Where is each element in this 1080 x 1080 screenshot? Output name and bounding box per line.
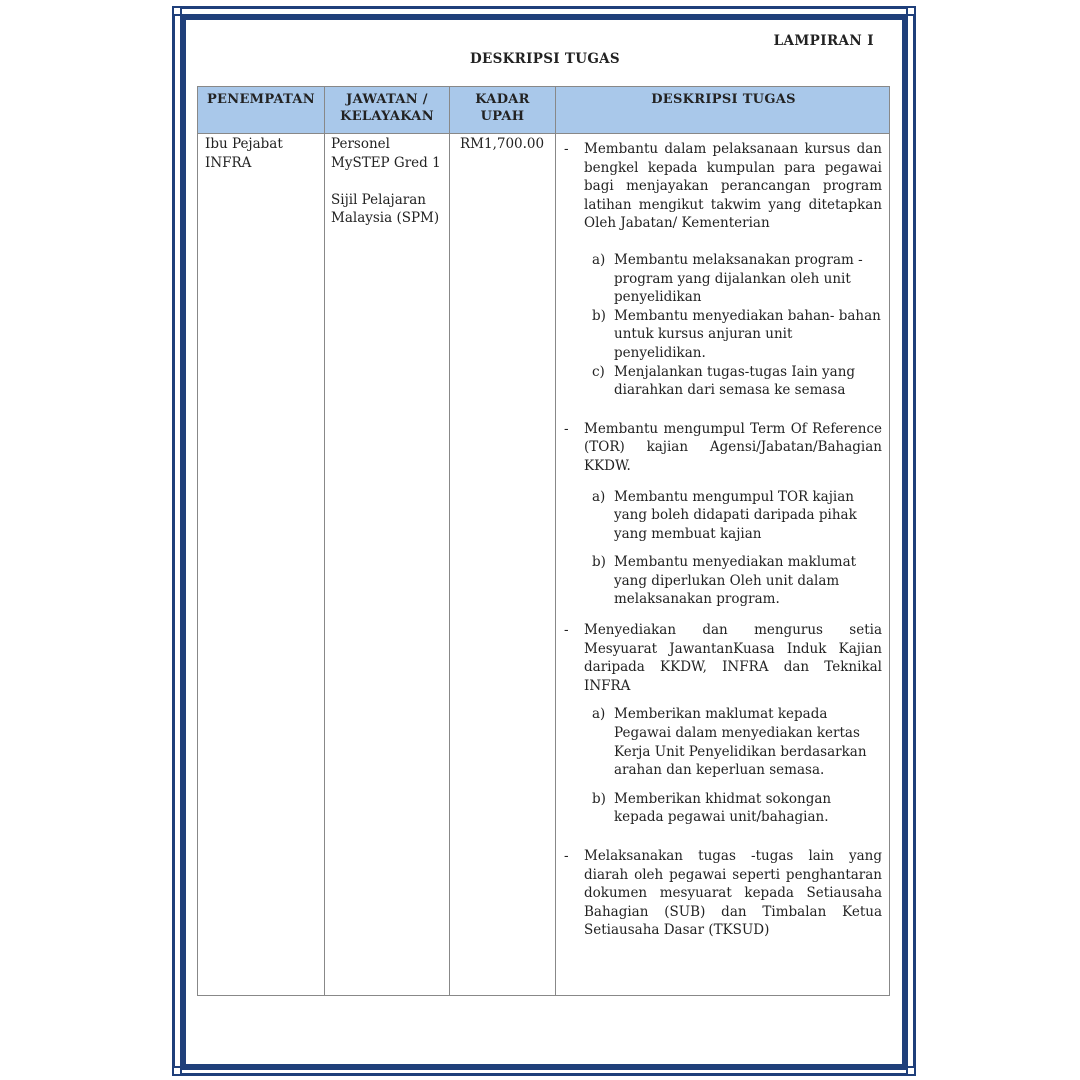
cell-penempatan: Ibu Pejabat INFRA xyxy=(205,136,283,171)
subtask-item: b) Memberikan khidmat sokongan kepada pegawai unit/bahagian. xyxy=(592,790,832,826)
subtask-list xyxy=(562,251,882,400)
task-item: - Melaksanakan tugas -tugas lain yang diarah oleh pegawai seperti penghantaran dokumen mesyuarat kepada Setiausaha Bahagian (SUB) dan Timbalan Ketua Setiausaha Dasar (TKSUD) xyxy=(564,848,882,939)
task-text: Menyediakan dan mengurus setia Mesyuarat JawantanKuasa Induk Kajian daripada KKDW, INFRA dan Teknikal INFRA xyxy=(584,622,882,694)
header-deskripsi: DESKRIPSI TUGAS xyxy=(651,92,796,107)
column-divider xyxy=(324,87,325,995)
task-text: Melaksanakan tugas -tugas lain yang diarah oleh pegawai seperti penghantaran dokumen mesyuarat kepada Setiausaha Bahagian (SUB) dan Timbalan Ketua Setiausaha Dasar (TKSUD) xyxy=(584,848,882,939)
border-corner-top-right xyxy=(906,6,916,16)
subtask-list xyxy=(562,705,882,827)
task-text: Membantu mengumpul Term Of Reference (TOR) kajian Agensi/Jabatan/Bahagian KKDW. xyxy=(584,420,882,474)
task-item: - Membantu mengumpul Term Of Reference (TOR) kajian Agensi/Jabatan/Bahagian KKDW. xyxy=(564,420,882,474)
subtask-list xyxy=(562,488,882,610)
header-kadar-upah: KADAR UPAH xyxy=(475,92,530,124)
task-text: Membantu dalam pelaksanaan kursus dan bengkel kepada kumpulan para pegawai bagi menjayakan perancangan program latihan mengikut takwim yang ditetapkan Oleh Jabatan/ Kementerian xyxy=(584,141,882,232)
cell-deskripsi xyxy=(562,134,882,940)
subtask-item: a) Memberikan maklumat kepada Pegawai dalam menyediakan kertas Kerja Unit Penyelidikan berdasarkan arahan dan keperluan semasa. xyxy=(592,706,867,779)
header-penempatan: PENEMPATAN xyxy=(206,92,315,107)
document-title: DESKRIPSI TUGAS xyxy=(469,51,620,67)
subtask-item: a) Membantu mengumpul TOR kajian yang boleh didapati daripada pihak yang membuat kajian xyxy=(592,488,857,542)
border-corner-bottom-left xyxy=(172,1066,182,1076)
table-header xyxy=(198,87,889,134)
subtask-item: b) Membantu menyediakan maklumat yang diperlukan Oleh unit dalam melaksanakan program. xyxy=(592,554,857,608)
header-jawatan: JAWATAN / KELAYAKAN xyxy=(340,92,434,124)
lampiran-label: LAMPIRAN I xyxy=(773,33,874,49)
border-corner-top-left xyxy=(172,6,182,16)
duty-table xyxy=(197,86,890,996)
column-divider xyxy=(449,87,450,995)
subtask-item: a) Membantu melaksanakan program - program yang dijalankan oleh unit penyelidikan xyxy=(592,251,863,306)
column-divider xyxy=(555,87,556,995)
task-item: - Membantu dalam pelaksanaan kursus dan bengkel kepada kumpulan para pegawai bagi menjayakan perancangan program latihan mengikut takwim yang ditetapkan Oleh Jabatan/ Kementerian xyxy=(564,141,882,232)
subtask-item: b) Membantu menyediakan bahan- bahan untuk kursus anjuran unit penyelidikan. xyxy=(592,307,881,361)
subtask-item: c) Menjalankan tugas-tugas Iain yang diarahkan dari semasa ke semasa xyxy=(592,363,856,399)
cell-jawatan: Personel MySTEP Gred 1 Sijil Pelajaran Malaysia (SPM) xyxy=(331,136,441,226)
cell-kadar-upah: RM1,700.00 xyxy=(460,136,545,152)
border-corner-bottom-right xyxy=(906,1066,916,1076)
task-item: - Menyediakan dan mengurus setia Mesyuarat JawantanKuasa Induk Kajian daripada KKDW, INFRA dan Teknikal INFRA xyxy=(564,622,882,694)
